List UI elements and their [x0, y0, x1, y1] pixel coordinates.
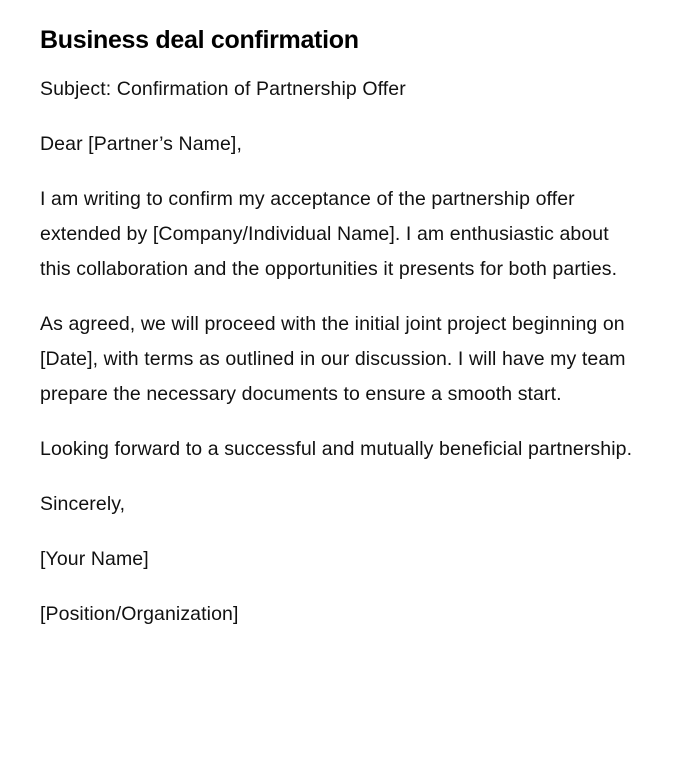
subject-line: Subject: Confirmation of Partnership Offer — [40, 78, 406, 100]
signature-position: [Position/Organization] — [40, 603, 239, 625]
body-paragraph: Looking forward to a successful and mutually beneficial partnership. — [40, 438, 633, 460]
signature-name: [Your Name] — [40, 548, 149, 570]
document-title: Business deal confirmation — [40, 26, 359, 54]
salutation: Dear [Partner’s Name], — [40, 133, 242, 155]
closing: Sincerely, — [40, 493, 126, 515]
body-paragraph: As agreed, we will proceed with the initial joint project beginning on [Date], with terms as outlined in our discussion. I will have my team prepare the necessary documents to ensure a smooth start. — [40, 313, 626, 405]
document — [40, 22, 645, 652]
body-paragraph: I am writing to confirm my acceptance of the partnership offer extended by [Company/Individual Name]. I am enthusiastic about this collaboration and the opportunities it presents for both parties. — [40, 188, 618, 280]
